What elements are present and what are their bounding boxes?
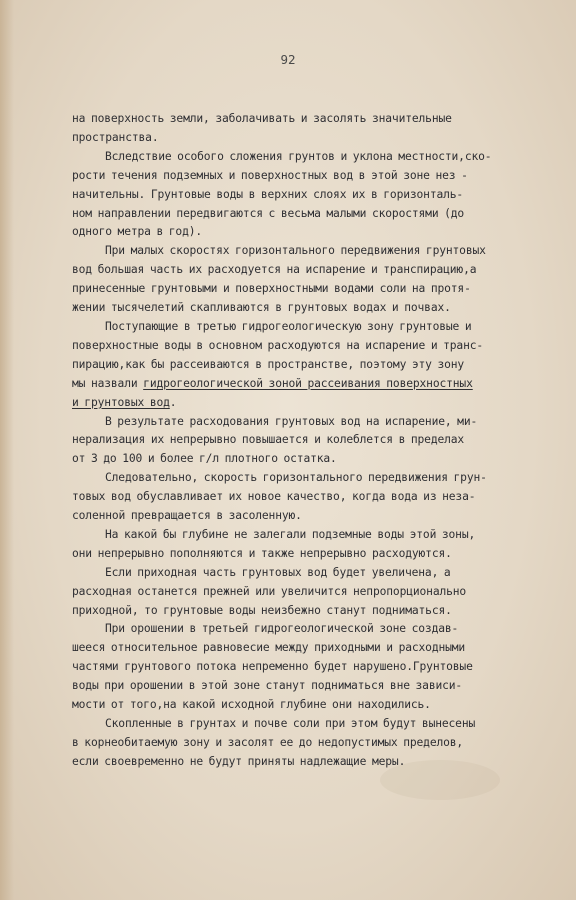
text-line: одного метра в год). bbox=[72, 225, 203, 239]
text-line: В результате расходования грунтовых вод на испарение, ми- bbox=[105, 414, 478, 428]
text-line: принесенные грунтовыми и поверхностными водами соли на протя- bbox=[72, 282, 471, 296]
text-line: на поверхность земли, заболачивать и засолять значительные bbox=[72, 112, 452, 125]
text-fragment: . bbox=[169, 395, 177, 409]
paragraph-2 bbox=[72, 148, 542, 243]
underlined-term: гидрогеологической зоной рассеивания поверхностных bbox=[143, 376, 473, 390]
text-line: они непрерывно пополняются и также непрерывно расходуются. bbox=[72, 546, 452, 560]
text-line: товых вод обуславливает их новое качество, когда вода из неза- bbox=[72, 490, 476, 504]
paragraph-6 bbox=[72, 469, 542, 526]
text-line: приходной, то грунтовые воды неизбежно станут подниматься. bbox=[72, 603, 452, 617]
text-line: При орошении в третьей гидрогеологической зоне создав- bbox=[105, 622, 459, 636]
page-edge-shadow bbox=[0, 0, 14, 900]
text-line: пространства. bbox=[72, 130, 159, 144]
text-line: Скопленные в грунтах и почве соли при этом будут вынесены bbox=[105, 717, 476, 730]
text-line: начительны. Грунтовые воды в верхних слоях их в горизонталь- bbox=[72, 187, 464, 201]
text-line: Поступающие в третью гидрогеологическую зону грунтовые и bbox=[105, 319, 472, 333]
text-line bbox=[72, 375, 542, 394]
text-line: частями грунтового потока непременно будет нарушено.Грунтовые bbox=[72, 660, 473, 674]
paragraph-8 bbox=[72, 564, 542, 621]
text-line: жении тысячелетий скапливаются в грунтовых водах и почвах. bbox=[72, 301, 451, 315]
text-line: нерализация их непрерывно повышается и колеблется в пределах bbox=[72, 433, 465, 447]
paragraph-10 bbox=[72, 715, 542, 772]
text-line: поверхностные воды в основном расходуются на испарение и транс- bbox=[72, 338, 484, 352]
text-line: если своевременно не будут приняты надлежащие меры. bbox=[72, 754, 406, 768]
paragraph-5 bbox=[72, 413, 542, 470]
text-line: пирацию,как бы рассеиваются в пространстве, поэтому эту зону bbox=[72, 357, 465, 371]
text-line bbox=[72, 394, 542, 413]
paragraph-1 bbox=[72, 110, 542, 148]
paragraph-9 bbox=[72, 620, 542, 715]
text-fragment: мы назвали bbox=[72, 376, 144, 390]
text-line: соленной превращается в засоленную. bbox=[72, 509, 302, 523]
text-line: мости от того,на какой исходной глубине они находились. bbox=[72, 698, 431, 712]
text-line: При малых скоростях горизонтального передвижения грунтовых bbox=[105, 244, 486, 258]
text-line: расходная останется прежней или увеличится непропорционально bbox=[72, 584, 467, 598]
paragraph-3 bbox=[72, 242, 542, 318]
text-line: рости течения подземных и поверхностных вод в этой зоне нез - bbox=[72, 168, 468, 182]
paragraph-7 bbox=[72, 526, 542, 564]
text-line: На какой бы глубине не залегали подземные воды этой зоны, bbox=[105, 527, 476, 541]
text-line: воды при орошении в этой зоне станут подниматься вне зависи- bbox=[72, 679, 463, 693]
text-line: Вследствие особого сложения грунтов и уклона местности,ско- bbox=[105, 149, 492, 163]
text-line: от 3 до 100 и более г/л плотного остатка. bbox=[72, 452, 337, 466]
text-line: в корнеобитаемую зону и засолят ее до недопустимых пределов, bbox=[72, 735, 464, 749]
text-line: Если приходная часть грунтовых вод будет увеличена, а bbox=[105, 565, 451, 579]
text-line: шееся относительное равновесие между приходными и расходными bbox=[72, 641, 466, 655]
text-line: ном направлении передвигаются с весьма малыми скоростями (до bbox=[72, 206, 465, 220]
body-text bbox=[72, 110, 542, 772]
paragraph-4 bbox=[72, 318, 542, 413]
text-line: Следовательно, скорость горизонтального передвижения грун- bbox=[105, 471, 487, 485]
page-number: 92 bbox=[280, 52, 296, 67]
text-line: вод большая часть их расходуется на испарение и транспирацию,а bbox=[72, 263, 477, 277]
underlined-term: и грунтовых вод bbox=[72, 395, 170, 409]
